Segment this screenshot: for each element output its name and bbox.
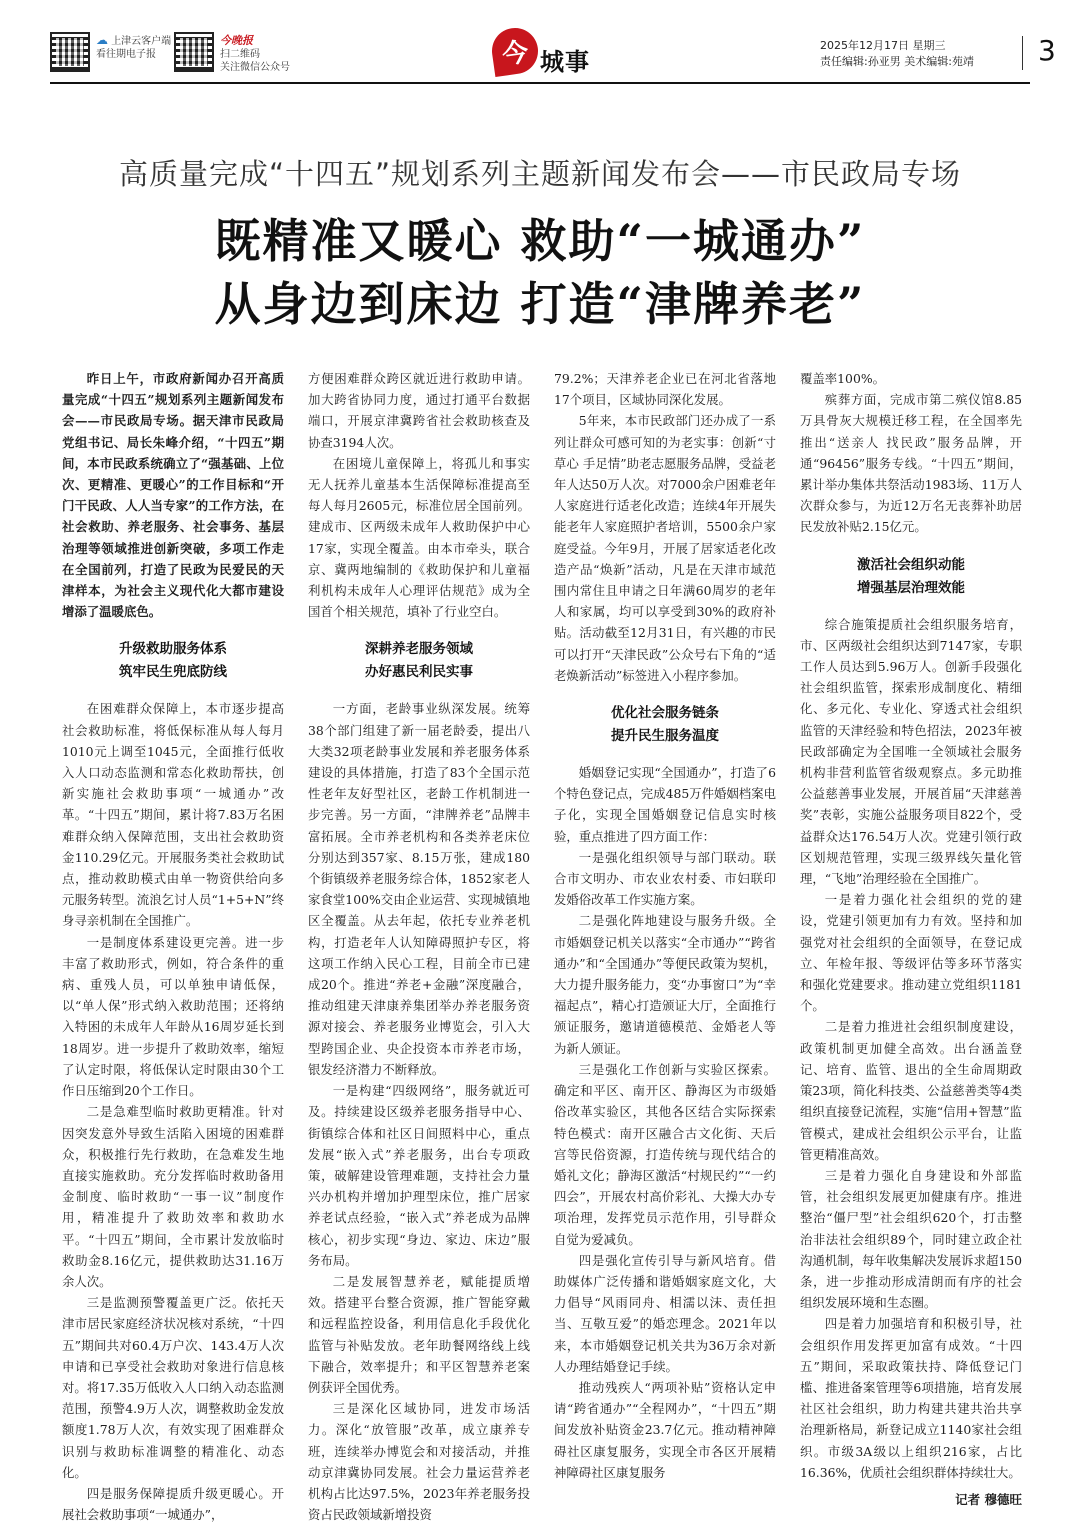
paragraph: 79.2%；天津养老企业已在河北省落地17个项目，区域协同深化发展。 (554, 371, 776, 408)
masthead (50, 28, 1056, 84)
paragraph: 四是强化宣传引导与新风培育。借助媒体广泛传播和谐婚姻家庭文化，大力倡导“风雨同舟、相濡以沫、责任担当、互敬互爱”的婚恋理念。2021年以来，本市婚姻登记机关共为36万余对新人办理结婚登记手续。 (554, 1252, 776, 1374)
paragraph: 二是急难型临时救助更精准。针对因突发意外导致生活陷入困境的困难群众，积极推行先行救助，在急难发生地直接实施救助。充分发挥临时救助备用金制度、临时救助“一事一议”制度作用，精准提升了救助效率和救助水平。“十四五”期间，全市累计发放临时救助金8.16亿元，提供救助达31.16万余人次。 (62, 1104, 284, 1289)
cloud-icon: ☁ (96, 33, 108, 47)
meta-divider (1022, 36, 1023, 70)
paragraph: 四是着力加强培育和积极引导，社会组织作用发挥更加富有成效。“十四五”期间，采取政策扶持、降低登记门槛、推进备案管理等6项措施，培育发展社区社会组织，助力构建共建共治共享治理新格局，新登记成立1140家社会组织。市级3A级以上组织216家，占比16.36%，优质社会组织群体持续壮大。 (800, 1316, 1022, 1480)
byline: 记者 穆德旺 (955, 1491, 1022, 1507)
article-column-4 (800, 368, 1022, 1507)
paragraph: 二是发展智慧养老，赋能提质增效。搭建平台整合资源，推广智能穿戴和远程监控设备，利用信息化手段优化监管与补贴发放。老年助餐网络线上线下融合，效率提升；和平区智慧养老案例获评全国优秀。 (308, 1273, 530, 1395)
issue-meta (820, 38, 974, 70)
lead-paragraph: 昨日上午，市政府新闻办召开高质量完成“十四五”规划系列主题新闻发布会——市民政局专场。据天津市民政局党组书记、局长朱峰介绍，“十四五”期间，本市民政系统确立了“强基础、上位次、更精准、更暖心”的工作目标和“开门干民政、人人当专家”的工作方法，在社会救助、养老服务、社会事务、基层治理等领域推进创新突破，多项工作走在全国前列，打造了民政为民爱民的天津样本，为社会主义现代化大都市建设增添了温暖底色。 (62, 371, 284, 620)
issue-date: 2025年12月17日 星期三 (820, 39, 946, 52)
paragraph: 5年来，本市民政部门还办成了一系列让群众可感可知的为老实事：创新“寸草心 手足情”助老志愿服务品牌，受益老年人达50万人次。对7000余户困难老年人家庭进行适老化改造；连续4年开展失能老年人家庭照护者培训，5500余户家庭受益。今年9月，开展了居家适老化改造产品“焕新”活动，凡是在天津市域范围内常住且申请之日年满60周岁的老年人和家属，均可以享受到30%的政府补贴。活动截至12月31日，有兴趣的市民可以打开“天津民政”公众号右下角的“适老焕新活动”标签进入小程序参加。 (554, 413, 776, 683)
subheading (800, 554, 1022, 600)
paragraph: 三是着力强化自身建设和外部监管，社会组织发展更加健康有序。推进整治“僵尸型”社会组织620个，打击整治非法社会组织89个，同时建立政企社沟通机制，每年收集解决发展诉求超150条，进一步推动形成清朗而有序的社会组织发展环境和生态圈。 (800, 1167, 1022, 1311)
section-logo-icon: 今 (489, 25, 541, 77)
wechat-brand (220, 34, 290, 74)
paragraph: 一是制度体系建设更完善。进一步丰富了救助形式，例如，符合条件的重病、重残人员，可以单独申请低保，以“单人保”形式纳入救助范围；还将纳入特困的未成年人年龄从16周岁延长到18周岁。进一步提升了救助效率，缩短了认定时限，将低保认定时限由30个工作日压缩到20个工作日。 (62, 934, 284, 1099)
paragraph: 在困难群众保障上，本市逐步提高社会救助标准，将低保标准从每人每月1010元上调至1045元，全面推行低收入人口动态监测和常态化救助帮扶，创新实施社会救助事项“一城通办”改革。“十四五”期间，累计将7.83万名困难群众纳入保障范围，支出社会救助资金110.29亿元。开展服务类社会救助试点，推动救助模式由单一物资供给向多元服务转型。流浪乞讨人员“1+5+N”终身寻亲机制在全国推广。 (62, 701, 284, 929)
subheading (308, 638, 530, 684)
headline-subtitle: 高质量完成“十四五”规划系列主题新闻发布会——市民政局专场 (118, 157, 962, 191)
paragraph: 婚姻登记实现“全国通办”，打造了6个特色登记点，完成485万件婚姻档案电子化，实现全国婚姻登记信息实时核验，重点推进了四方面工作： (554, 765, 776, 844)
brand2-line1: 扫二维码 (220, 49, 260, 60)
paragraph: 一方面，老龄事业纵深发展。统筹38个部门组建了新一届老龄委，提出八大类32项老龄事业发展和养老服务体系建设的具体措施，打造了83个全国示范性老年友好型社区，老龄工作机制进一步完善。另一方面，“津牌养老”品牌丰富拓展。全市养老机构和各类养老床位分别达到357家、8.15万张，建成180个街镇级养老服务综合体，1852家老人家食堂100%交由企业运营、实现城镇地区全覆盖。从去年起，依托专业养老机构，打造老年人认知障碍照护专区，将这项工作纳入民心工程，目前全市已建成20个。推进“养老+金融”深度融合，推动组建天津康养集团举办养老服务资源对接会、养老服务业博览会，引入大型跨国企业、央企投资本市养老市场，银发经济潜力不断释放。 (308, 701, 530, 1077)
paragraph: 三是深化区域协同，进发市场活力。深化“放管服”改革，成立康养专班，连续举办博览会和对接活动，并推动京津冀协同发展。社会力量运营养老机构占比达97.5%，2023年养老服务投资占民政领域新增投资 (308, 1401, 530, 1523)
subheading-text: 升级救助服务体系 筑牢民生兜底防线 (119, 641, 227, 681)
paragraph: 覆盖率100%。 (800, 371, 885, 386)
subheading-text: 激活社会组织动能 增强基层治理效能 (857, 556, 965, 596)
paragraph: 四是服务保障提质升级更暖心。开展社会救助事项“一城通办”， (62, 1485, 284, 1523)
paragraph: 推动残疾人“两项补贴”资格认定申请“跨省通办”“全程网办”，“十四五”期间发放补贴资金23.7亿元。推动精神障碍社区康复服务，实现全市各区开展精神障碍社区康复服务 (554, 1379, 776, 1480)
subheading (62, 638, 284, 684)
brand2-line2: 关注微信公众号 (220, 62, 290, 73)
paragraph: 二是强化阵地建设与服务升级。全市婚姻登记机关以落实“全市通办”“跨省通办”和“全国通办”等便民政策为契机，大力提升服务能力，变“办事窗口”为“幸福起点”，精心打造颁证大厅，全面推行颁证服务，邀请道德模范、金婚老人等为新人颁证。 (554, 913, 776, 1056)
brand1-line2: 看往期电子报 (96, 49, 156, 60)
page-number: 3 (1038, 34, 1056, 67)
article-column-1 (62, 368, 284, 1523)
paragraph: 一是强化组织领导与部门联动。联合市文明办、市农业农村委、市妇联印发婚俗改革工作实施方案。 (554, 849, 776, 908)
subheading (554, 702, 776, 748)
paragraph: 在困境儿童保障上，将孤儿和事实无人抚养儿童基本生活保障标准提高至每人每月2605元，标准位居全国前列。建成市、区两级未成年人救助保护中心17家，实现全覆盖。由本市牵头，联合京、冀两地编制的《救助保护和儿童福利机构未成年人心理评估规范》成为全国首个相关规范，填补了行业空白。 (308, 455, 530, 620)
headline-title-line1: 既精准又暖心 救助“一城通办” (214, 214, 866, 268)
client-brand (96, 34, 171, 61)
qr-code-client[interactable] (50, 32, 90, 72)
headline-title-line2: 从身边到床边 打造“津牌养老” (214, 277, 866, 331)
paragraph: 三是强化工作创新与实验区探索。确定和平区、南开区、静海区为市级婚俗改革实验区，其他各区结合实际探索特色模式：南开区融合古文化街、天后宫等民俗资源，打造传统与现代结合的婚礼文化；静海区激活“村规民约”“一约四会”，开展农村高价彩礼、大操大办专项治理，发挥党员示范作用，引导群众自觉为爱减负。 (554, 1061, 776, 1247)
editors: 责任编辑:孙亚男 美术编辑:苑靖 (820, 55, 974, 68)
paragraph: 殡葬方面，完成市第二殡仪馆8.85万具骨灰大规模迁移工程，在全国率先推出“送亲人 找民政”服务品牌，开通“96456”服务专线。“十四五”期间，累计举办集体共祭活动1983场、11万人次群众参与，为近12万名无丧葬补助居民发放补贴2.15亿元。 (800, 392, 1022, 535)
article-body (62, 368, 1022, 1523)
section-name: 城事 (540, 48, 590, 76)
article-column-2 (308, 368, 530, 1523)
qr-code-wechat[interactable] (174, 32, 214, 72)
brand1-line1: 上津云客户端 (111, 36, 172, 47)
paragraph: 综合施策提质社会组织服务培育，市、区两级社会组织达到7147家，专职工作人员达到5.96万人。创新手段强化社会组织监管，探索形成制度化、精细化、多元化、专业化、穿透式社会组织监管的天津经验和特色招法，2023年被民政部确定为全国唯一全领域社会服务机构非营利监管省级观察点。多元助推公益慈善事业发展，开展首届“天津慈善奖”表彰，实施公益服务项目822个，受益群众达176.54万人次。党建引领行政区划规范管理，实现三级界线矢量化管理，“飞地”治理经验在全国推广。 (800, 616, 1022, 887)
subheading-text: 优化社会服务链条 提升民生服务温度 (611, 705, 719, 745)
masthead-rule (50, 82, 1030, 84)
paragraph: 二是着力推进社会组织制度建设，政策机制更加健全高效。出台涵盖登记、培育、监管、退出的全生命周期政策23项，简化科技类、公益慈善类等4类组织直接登记流程，实施“信用+智慧”监管模式，建成社会组织公示平台，让监管更精准高效。 (800, 1019, 1022, 1162)
paragraph: 三是监测预警覆盖更广泛。依托天津市居民家庭经济状况核对系统，“十四五”期间共对60.4万户次、143.4万人次申请和已享受社会救助对象进行信息核对。将17.35万低收入人口纳入动态监测范围，预警4.9万人次，调整救助金发放额度1.78万人次，有效实现了困难群众识别与救助标准调整的精准化、动态化。 (62, 1295, 284, 1480)
paragraph: 一是构建“四级网络”，服务就近可及。持续建设区级养老服务指导中心、街镇综合体和社区日间照料中心，重点发展“嵌入式”养老服务，出台专项政策，破解建设管理难题，支持社会力量兴办机构并增加护理型床位，推广居家养老试点经验，“嵌入式”养老成为品牌核心，初步实现“身边、家边、床边”服务布局。 (308, 1083, 530, 1268)
paragraph: 方便困难群众跨区就近进行救助申请。加大跨省协同力度，通过打通平台数据端口，开展京津冀跨省社会救助核查及协查3194人次。 (308, 371, 530, 450)
paragraph: 一是着力强化社会组织的党的建设，党建引领更加有力有效。坚持和加强党对社会组织的全面领导，在登记成立、年检年报、等级评估等多环节落实和强化党建要求。推动建立党组织1181个。 (800, 892, 1022, 1014)
subheading-text: 深耕养老服务领域 办好惠民利民实事 (365, 641, 473, 681)
article-column-3 (554, 368, 776, 1498)
newspaper-logo-text: 今晚报 (220, 34, 253, 47)
